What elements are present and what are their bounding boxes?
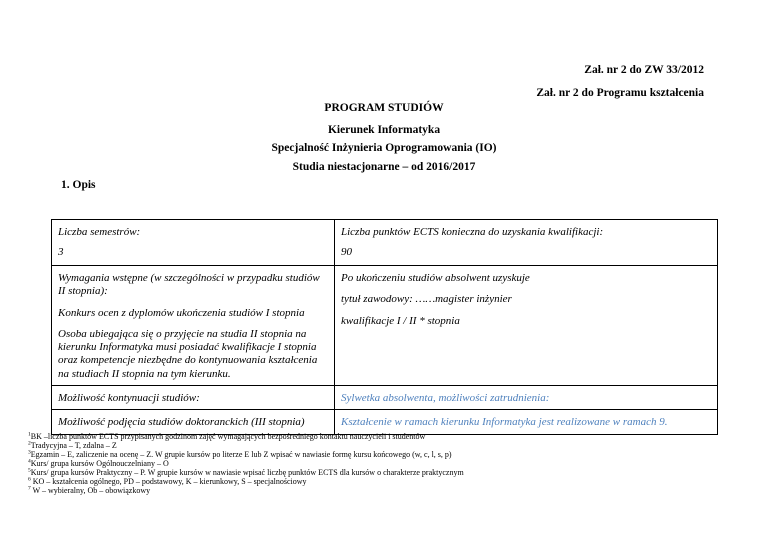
semesters-cell — [52, 220, 335, 266]
study-mode: Studia niestacjonarne – od 2016/2017 — [292, 161, 476, 173]
section-heading: 1. Opis — [61, 179, 96, 191]
requirements-label: Wymagania wstępne (w szczególności w przypadku studiów II stopnia): — [58, 272, 320, 298]
table-row — [52, 266, 718, 386]
footnote-text: Kurs/ grupa kursów Ogólnouczelniany – O — [30, 459, 169, 468]
footnote — [28, 459, 464, 468]
field-of-study: Kierunek Informatyka — [327, 124, 441, 136]
table-row — [52, 410, 718, 434]
ects-cell — [335, 220, 718, 266]
footnote-mark: 1 — [28, 431, 31, 438]
doctoral-cell — [52, 410, 335, 434]
graduate-label: Po ukończeniu studiów absolwent uzyskuje — [341, 272, 530, 284]
footnote — [28, 477, 464, 486]
footnote-mark: 3 — [28, 449, 31, 456]
footnote — [28, 450, 464, 459]
graduate-profile-label: Sylwetka absolwenta, możliwości zatrudnienia: — [341, 392, 550, 405]
footnote-mark: 6 — [28, 476, 31, 483]
requirements-contest: Konkurs ocen z dyplomów ukończenia studiów I stopnia — [58, 306, 305, 319]
footnote — [28, 441, 464, 450]
graduate-cell — [335, 266, 718, 386]
graduate-profile-text: Kształcenie w ramach kierunku Informatyka jest realizowane w ramach 9. — [341, 416, 668, 429]
footnote — [28, 432, 464, 441]
footnote-mark: 7 — [28, 485, 31, 492]
footnote-text: Kurs/ grupa kursów Praktyczny – P. W grupie kursów w nawiasie wpisać liczbę punktów ECTS dla kursów o charakterze praktycznym — [30, 468, 464, 477]
footnote-text: KO – kształcenia ogólnego, PD – podstawowy, K – kierunkowy, S – specjalnościowy — [30, 477, 307, 486]
ects-label: Liczba punktów ECTS konieczna do uzyskania kwalifikacji: — [341, 226, 604, 238]
description-table — [51, 219, 718, 435]
continuation-cell — [52, 386, 335, 410]
continuation-label: Możliwość kontynuacji studiów: — [58, 392, 200, 405]
profile-text-cell — [335, 410, 718, 434]
footnote-mark: 2 — [28, 440, 31, 447]
attachment-note-1: Zał. nr 2 do ZW 33/2012 — [584, 64, 704, 76]
qualification-level: kwalifikacje I / II * stopnia — [341, 314, 460, 327]
ects-value: 90 — [341, 246, 352, 259]
doctoral-label: Możliwość podjęcia studiów doktoranckich (III stopnia) — [58, 416, 305, 429]
specialization: Specjalność Inżynieria Oprogramowania (IO) — [271, 142, 497, 154]
footnote-mark: 5 — [28, 467, 31, 474]
footnote-mark: 4 — [28, 458, 31, 465]
requirements-cell — [52, 266, 335, 386]
footnote-text: Tradycyjna – T, zdalna – Z — [30, 441, 117, 450]
footnote-text: BK –liczba punktów ECTS przypisanych godzinom zajęć wymagających bezpośredniego kontaktu nauczycieli i studentów — [30, 432, 426, 441]
footnote-text: Egzamin – E, zaliczenie na ocenę – Z. W grupie kursów po literze E lub Z wpisać w nawiasie formę kursu końcowego (w, c, l, s, p) — [30, 450, 452, 459]
semesters-label: Liczba semestrów: — [58, 226, 141, 238]
footnote — [28, 468, 464, 477]
footnotes — [28, 432, 464, 495]
footnote — [28, 486, 464, 495]
professional-title: tytuł zawodowy: ……magister inżynier — [341, 293, 512, 306]
table-row — [52, 220, 718, 266]
semesters-value: 3 — [58, 246, 64, 259]
table-row — [52, 386, 718, 410]
program-title: PROGRAM STUDIÓW — [324, 102, 444, 114]
attachment-note-2: Zał. nr 2 do Programu kształcenia — [536, 87, 704, 99]
requirements-details: Osoba ubiegająca się o przyjęcie na studia II stopnia na kierunku Informatyka musi posiadać kwalifikacje I stopnia oraz kompetencje niezbędne do kontynuowania kształcenia na studiach II stopnia na tym kierunku. — [58, 327, 318, 380]
profile-cell — [335, 386, 718, 410]
footnote-text: W – wybieralny, Ob – obowiązkowy — [30, 486, 151, 495]
